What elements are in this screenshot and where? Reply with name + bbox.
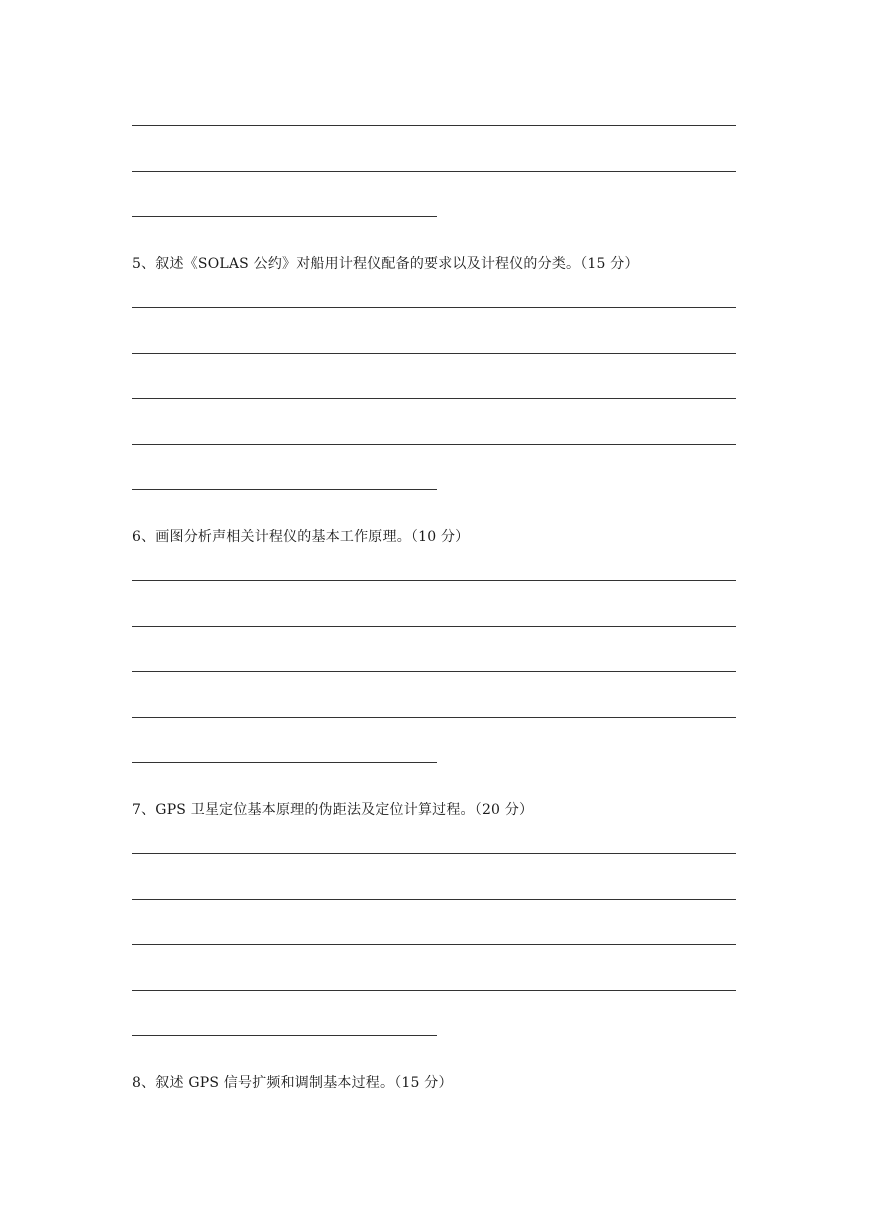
question-8: 8、叙述 GPS 信号扩频和调制基本过程。（15 分）: [132, 1075, 453, 1091]
answer-line: [132, 398, 736, 399]
question-6: 6、画图分析声相关计程仪的基本工作原理。（10 分）: [132, 529, 470, 545]
answer-line: [132, 762, 437, 763]
answer-line: [132, 1035, 437, 1036]
answer-line: [132, 853, 736, 854]
answer-line: [132, 444, 736, 445]
answer-line: [132, 580, 736, 581]
answer-line: [132, 125, 736, 126]
answer-line: [132, 717, 736, 718]
answer-line: [132, 171, 736, 172]
answer-line: [132, 216, 437, 217]
question-5: 5、叙述《SOLAS 公约》对船用计程仪配备的要求以及计程仪的分类。（15 分）: [132, 256, 639, 272]
answer-line: [132, 944, 736, 945]
answer-line: [132, 626, 736, 627]
answer-line: [132, 489, 437, 490]
answer-line: [132, 353, 736, 354]
answer-line: [132, 307, 736, 308]
answer-line: [132, 899, 736, 900]
answer-line: [132, 990, 736, 991]
question-7: 7、GPS 卫星定位基本原理的伪距法及定位计算过程。（20 分）: [132, 802, 534, 818]
answer-line: [132, 671, 736, 672]
